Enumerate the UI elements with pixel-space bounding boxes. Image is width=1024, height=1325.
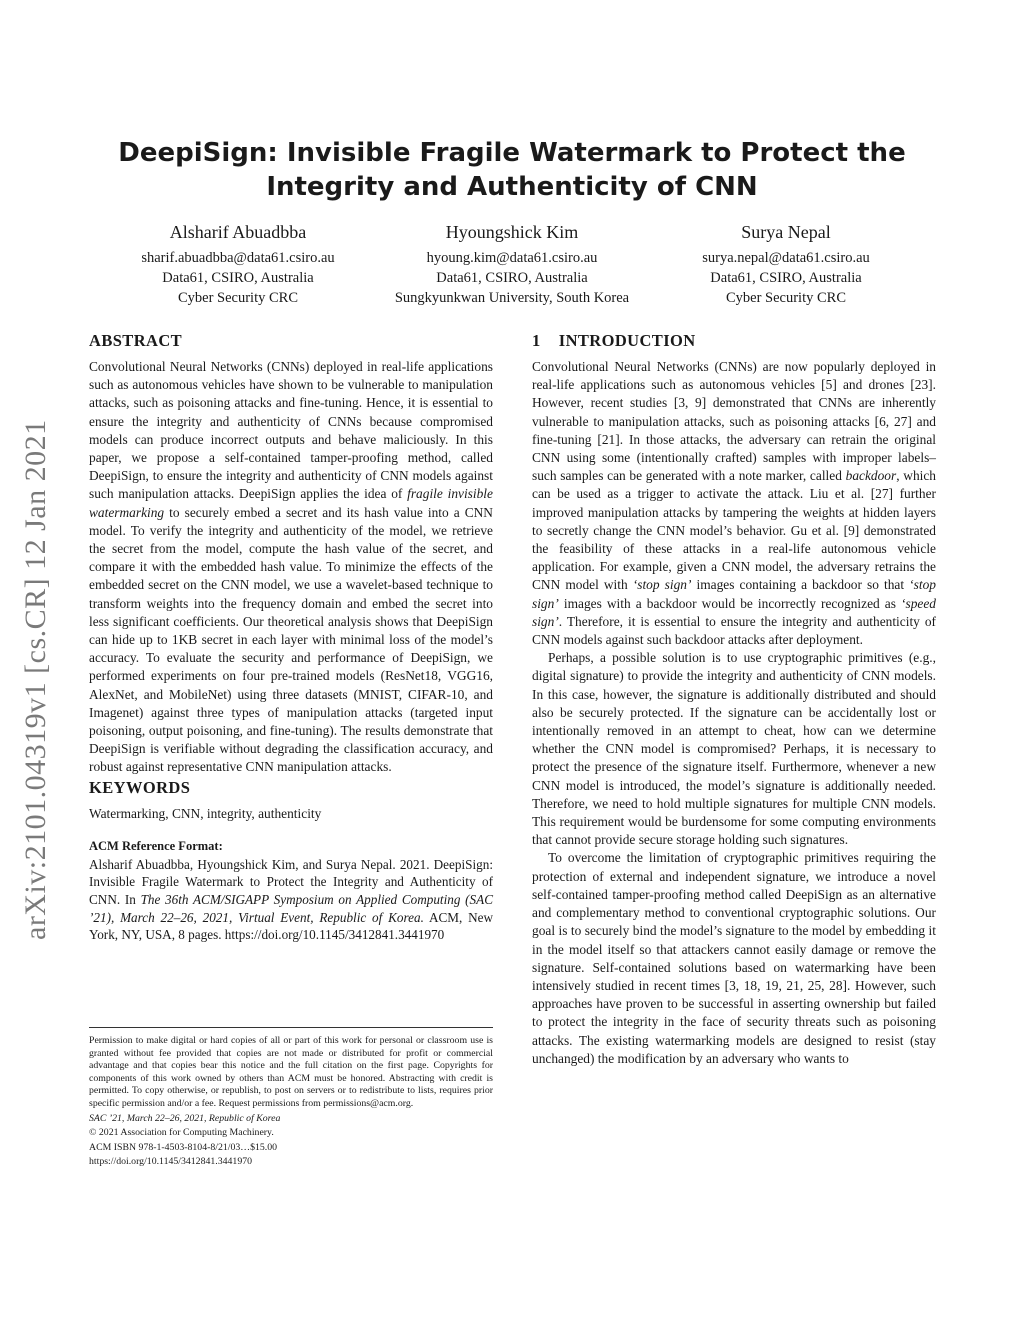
doi-link[interactable]: https://doi.org/10.1145/3412841.3441970 <box>89 1156 253 1168</box>
author-name: Hyoungshick Kim <box>445 222 579 242</box>
acm-reference-text: Alsharif Abuadbba, Hyoungshick Kim, and Surya Nepal. 2021. DeepiSign: Invisible Fragile Watermark to Protect the Integrity and Authenticity of CNN. In The 36th ACM/SIGAPP Symposium on Applied Computing (SAC ’21), March 22–26, 2021, Virtual Event, Republic of Korea. ACM, New York, NY, USA, 8 pages. https://doi.org/10.1145/3412841.3441970 <box>89 856 493 943</box>
author-1 <box>108 220 368 308</box>
author-email: hyoung.kim@data61.csiro.au <box>426 250 598 266</box>
acm-reference-heading: ACM Reference Format: <box>89 838 223 853</box>
isbn-line: ACM ISBN 978-1-4503-8104-8/21/03…$15.00 <box>89 1141 278 1153</box>
author-affiliation-2: Cyber Security CRC <box>177 290 299 306</box>
author-2 <box>382 220 642 308</box>
author-affiliation: Data61, CSIRO, Australia <box>436 270 588 286</box>
right-column <box>532 330 936 1068</box>
introduction-heading: 1 INTRODUCTION <box>532 331 696 350</box>
author-name: Surya Nepal <box>741 222 831 242</box>
arxiv-identifier: arXiv:2101.04319v1 [cs.CR] 12 Jan 2021 <box>19 419 52 940</box>
left-column <box>89 330 493 944</box>
author-name: Alsharif Abuadbba <box>169 222 307 242</box>
author-3 <box>656 220 916 308</box>
conference-venue: SAC ’21, March 22–26, 2021, Republic of Korea <box>89 1112 281 1124</box>
author-affiliation-2: Sungkyunkwan University, South Korea <box>394 290 630 306</box>
abstract-text: Convolutional Neural Networks (CNNs) deployed in real-life applications such as autonomous vehicles have shown to be vulnerable to manipulation attacks, such as poisoning attacks and fine-tuning. Hence, it is essential to ensure the integrity and authenticity of CNNs because compromised models can produce incorrect outputs and behave maliciously. In this paper, we propose a self-contained tamper-proofing method, called DeepiSign, to ensure the integrity and authenticity of CNN models against such manipulation attacks. DeepiSign applies the idea of fragile invisible watermarking to securely embed a secret and its hash value into a CNN model. To verify the integrity and authenticity of the model, we retrieve the secret from the model, compute the hash value of the secret, and compare it with the embedded hash value. To minimize the effects of the embedded secret on the CNN model, we use a wavelet-based technique to transform weights into the frequency domain and embed the secret into less significant coefficients. Our theoretical analysis shows that DeepiSign can hide up to 1KB secret in each layer with minimal loss of the model’s accuracy. To evaluate the security and performance of DeepiSign, we performed experiments on four pre-trained models (ResNet18, VGG16, AlexNet, and MobileNet) using three datasets (MNIST, CIFAR-10, and Imagenet) against three types of manipulation attacks (targeted input poisoning, output poisoning, and fine-tuning). The results demonstrate that DeepiSign is verifiable without degrading the classification accuracy, and robust against representative CNN manipulation attacks. <box>89 359 493 775</box>
author-affiliation-2: Cyber Security CRC <box>725 290 847 306</box>
paper-title: DeepiSign: Invisible Fragile Watermark to Protect the Integrity and Authenticity of CNN <box>118 138 906 202</box>
copyright-line: © 2021 Association for Computing Machinery. <box>89 1127 274 1139</box>
author-affiliation: Data61, CSIRO, Australia <box>710 270 862 286</box>
intro-paragraph-2: Perhaps, a possible solution is to use cryptographic primitives (e.g., digital signature) to provide the integrity and authenticity of CNN models. In this case, however, the signature is additionally distributed and should also be securely protected. If the signature can be accidentally lost or intentionally removed in an attempt to cheat, how can we determine whether the CNN model is compromised? Perhaps, it is necessary to protect the presence of the signature itself. Furthermore, whenever a new CNN model is introduced, the model’s signature is additionally needed. Therefore, we need to hold multiple signatures for multiple CNN models. This requirement would be burdensome for some computing environments that cannot provide secure storage holding such signatures. <box>532 650 936 848</box>
keywords-heading: KEYWORDS <box>89 777 191 797</box>
intro-paragraph-1: Convolutional Neural Networks (CNNs) are now popularly deployed in real-life applications such as autonomous vehicles [5] and drones [23]. However, recent studies [3, 9] demonstrated that CNNs are inherently vulnerable to manipulation attacks, such as poisoning attacks [6, 27] and fine-tuning [21]. In those attacks, the adversary can retrain the original CNN using some (intentionally crafted) samples with improper labels–such samples can be generated with a note marker, called backdoor, which can be used as a trigger to activate the attack. Liu et al. [27] further improved manipulation attacks by tampering the weights at hidden layers to secretly change the CNN model’s behavior. Gu et al. [9] demonstrated the feasibility of these attacks in a real-life autonomous vehicle application. For example, given a CNN model, the adversary retrains the CNN model with ‘stop sign’ images containing a backdoor so that ‘stop sign’ images with a backdoor would be incorrectly recognized as ‘speed sign’. Therefore, it is essential to ensure the integrity and authenticity of CNN models against such backdoor attacks after deployment. <box>532 359 936 648</box>
keywords-text: Watermarking, CNN, integrity, authenticity <box>89 805 322 821</box>
author-email: surya.nepal@data61.csiro.au <box>702 250 870 266</box>
intro-paragraph-3: To overcome the limitation of cryptographic primitives requiring the protection of external and independent signature, we introduce a novel self-contained tamper-proofing method called DeepiSign as an alternative and complementary method to conventional cryptographic solutions. Our goal is to securely bind the model’s signature to the model by embedding it in the model itself so that attackers cannot easily damage or remove the signature. Self-contained solutions based on watermarking have been intensively studied in recent times [3, 18, 19, 21, 25, 28]. However, such approaches have proven to be successful in asserting ownership but failed to protect the integrity in the face of security threats such as poisoning attacks. The existing watermarking models are designed to resist (stay unchanged) the modification by an adversary who wants to <box>532 850 936 1066</box>
author-email: sharif.abuadbba@data61.csiro.au <box>141 250 335 266</box>
emphasis: fragile invisible watermarking <box>89 486 493 520</box>
author-affiliation: Data61, CSIRO, Australia <box>162 270 314 286</box>
abstract-heading: ABSTRACT <box>89 331 183 350</box>
permission-text: Permission to make digital or hard copies of all or part of this work for personal or classroom use is granted without fee provided that copies are not made or distributed for profit or commercial advantage and that copies bear this notice and the full citation on the first page. Copyrights for components of this work owned by others than ACM must be honored. Abstracting with credit is permitted. To copy otherwise, or republish, to post on servers or to redistribute to lists, requires prior specific permission and/or a fee. Request permissions from permissions@acm.org. <box>89 1035 493 1109</box>
permission-footnote <box>89 1027 493 1169</box>
